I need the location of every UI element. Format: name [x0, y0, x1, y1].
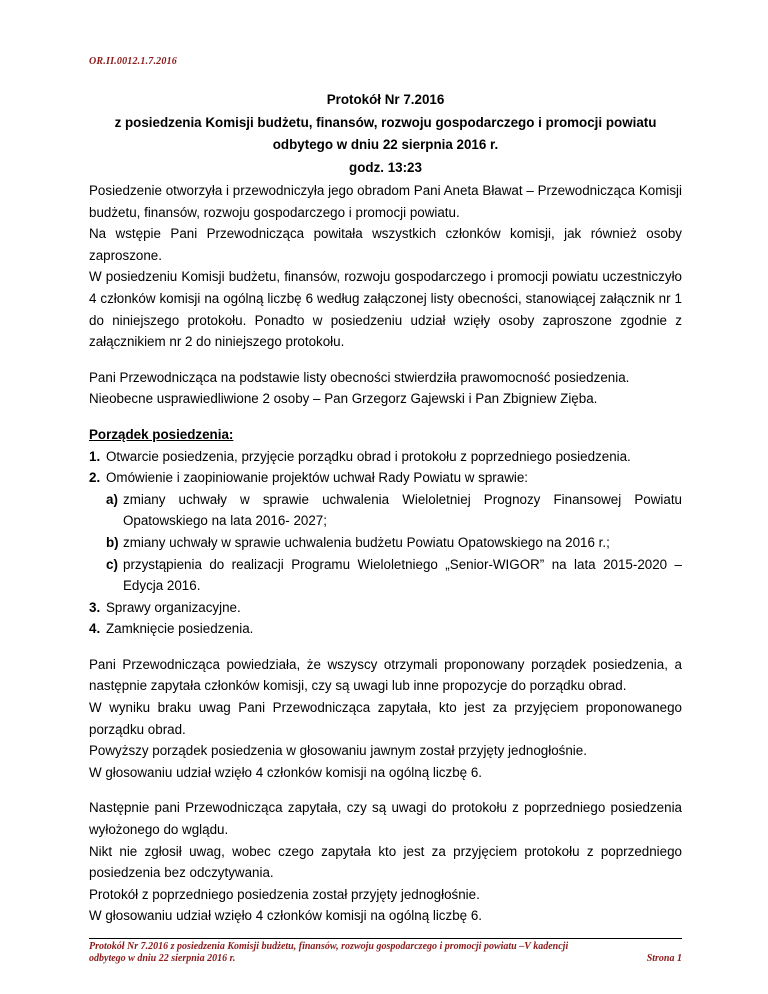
spacer — [89, 410, 682, 424]
document-body — [89, 180, 682, 927]
footer-line-2-row — [89, 953, 682, 965]
agenda-vote-paragraph-2: W wyniku braku uwag Pani Przewodnicząca zapytała, kto jest za przyjęciem proponowanego porządku obrad. — [89, 700, 682, 737]
agenda-subitem-letter: c) — [106, 556, 118, 572]
agenda-item-text: Zamknięcie posiedzenia. — [106, 621, 254, 637]
intro-paragraph-3: W posiedzeniu Komisji budżetu, finansów, rozwoju gospodarczego i promocji powiatu uczestniczyło 4 członków komisji na ogólną liczbę 6 według załączonej listy obecności, stanowiącej załącznik nr 1 do niniejszego protokołu. Ponadto w posiedzeniu udział wzięły osoby zaproszone zgodnie z załącznikiem nr 2 do niniejszego protokołu. — [89, 269, 682, 350]
agenda-item-number: 1. — [89, 448, 101, 464]
footer-divider — [89, 938, 682, 939]
document-title — [89, 89, 682, 179]
agenda-item-text: Sprawy organizacyjne. — [106, 599, 241, 615]
agenda-vote-paragraph-3: Powyższy porządek posiedzenia w głosowaniu jawnym został przyjęty jednogłośnie. — [89, 743, 587, 759]
agenda-item — [89, 618, 682, 640]
minutes-vote-paragraph-2: Nikt nie zgłosił uwag, wobec czego zapytała kto jest za przyjęciem protokołu z poprzedniego posiedzenia bez odczytywania. — [89, 843, 682, 881]
agenda-subitem — [89, 489, 682, 532]
spacer — [89, 640, 682, 654]
agenda-item-number: 2. — [89, 470, 101, 486]
page-footer — [89, 941, 682, 965]
agenda-subitem — [89, 554, 682, 597]
agenda-sublist — [89, 489, 682, 597]
title-line-3: odbytego w dniu 22 sierpnia 2016 r. — [272, 137, 499, 152]
footer-line-2: odbytego w dniu 22 sierpnia 2016 r. — [89, 953, 236, 964]
agenda-item — [89, 467, 682, 489]
agenda-vote-paragraph-1: Pani Przewodnicząca powiedziała, że wszyscy otrzymali proponowany porządek posiedzenia, a następnie zapytała członków komisji, czy są uwagi lub inne propozycje do porządku obrad. — [89, 656, 682, 694]
agenda-vote-paragraph-4: W głosowaniu udział wzięło 4 członków komisji na ogólną liczbę 6. — [89, 764, 482, 780]
quorum-paragraph-2: Nieobecne usprawiedliwione 2 osoby – Pan Grzegorz Gajewski i Pan Zbigniew Zięba. — [89, 391, 598, 407]
agenda-item-text: Omówienie i zaopiniowanie projektów uchwał Rady Powiatu w sprawie: — [106, 470, 529, 486]
agenda-subitem-text: przystąpienia do realizacji Programu Wieloletniego „Senior-WIGOR” na lata 2015-2020 – Edycja 2016. — [123, 556, 682, 594]
footer-line-1: Protokół Nr 7.2016 z posiedzenia Komisji budżetu, finansów, rozwoju gospodarczego i promocji powiatu –V kadencji — [89, 941, 569, 952]
agenda-subitem-letter: b) — [106, 534, 119, 550]
agenda-subitem-text: zmiany uchwały w sprawie uchwalenia budżetu Powiatu Opatowskiego na 2016 r.; — [123, 534, 610, 550]
agenda-subitems — [89, 489, 682, 597]
minutes-vote-paragraph-1: Następnie pani Przewodnicząca zapytała, czy są uwagi do protokołu z poprzedniego posiedzenia wyłożonego do wglądu. — [89, 800, 682, 838]
spacer — [89, 783, 682, 797]
page-number: Strona 1 — [646, 953, 682, 964]
agenda-item-number: 3. — [89, 599, 101, 615]
minutes-vote-paragraph-3: Protokół z poprzedniego posiedzenia został przyjęty jednogłośnie. — [89, 886, 480, 902]
agenda-list — [89, 446, 682, 640]
title-line-2: z posiedzenia Komisji budżetu, finansów, rozwoju gospodarczego i promocji powiatu — [114, 114, 657, 130]
spacer — [89, 353, 682, 367]
quorum-paragraph-1: Pani Przewodnicząca na podstawie listy obecności stwierdziła prawomocność posiedzenia. — [89, 369, 630, 385]
agenda-item — [89, 446, 682, 468]
document-reference: OR.II.0012.1.7.2016 — [89, 56, 177, 67]
intro-paragraph-1: Posiedzenie otworzyła i przewodniczyła jego obradom Pani Aneta Bławat – Przewodnicząca Komisji budżetu, finansów, rozwoju gospodarczego i promocji powiatu. — [89, 183, 682, 220]
agenda-subitem — [89, 532, 682, 554]
minutes-vote-paragraph-4: W głosowaniu udział wzięło 4 członków komisji na ogólną liczbę 6. — [89, 908, 482, 924]
agenda-item-text: Otwarcie posiedzenia, przyjęcie porządku obrad i protokołu z poprzedniego posiedzenia. — [106, 448, 631, 464]
intro-paragraph-2: Na wstępie Pani Przewodnicząca powitała wszystkich członków komisji, jak również osoby zaproszone. — [89, 226, 682, 263]
agenda-item — [89, 597, 682, 619]
agenda-item-number: 4. — [89, 621, 101, 637]
agenda-subitem-letter: a) — [106, 491, 118, 507]
title-line-4: godz. 13:23 — [349, 159, 422, 175]
agenda-subitem-text: zmiany uchwały w sprawie uchwalenia Wieloletniej Prognozy Finansowej Powiatu Opatowskiego na lata 2016- 2027; — [123, 491, 682, 529]
agenda-heading: Porządek posiedzenia: — [89, 426, 234, 442]
title-line-1: Protokół Nr 7.2016 — [326, 92, 445, 107]
